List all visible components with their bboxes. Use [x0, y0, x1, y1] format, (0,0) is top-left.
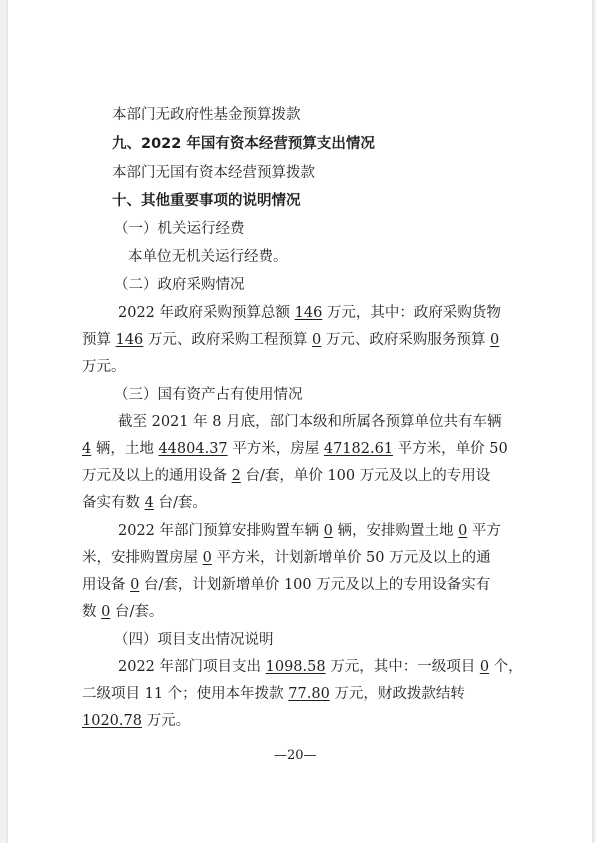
text-segment: 十、其他重要事项的说明情况 [112, 193, 301, 209]
text-segment: 辆，土地 [91, 441, 159, 457]
subsection-heading [114, 275, 245, 295]
underlined-value: 47182.61 [323, 441, 394, 457]
text-segment: 万元。 [141, 713, 191, 729]
underlined-value: 0 [479, 659, 490, 675]
text-segment: 二级项目 11 个；使用本年拨款 [82, 686, 289, 702]
underlined-value: 4 [82, 441, 92, 457]
paragraph-line [82, 711, 190, 731]
text-segment: 九、2022 年国有资本经营预算支出情况 [112, 136, 375, 152]
text-segment: 用设备 [82, 577, 131, 593]
underlined-value: 0 [458, 523, 468, 539]
text-segment: 万元，其中：政府采购货物 [322, 305, 501, 321]
text-segment: 截至 2021 年 8 月底，部门本级和所属各预算单位共有车辆 [118, 414, 502, 430]
underlined-value: 77.80 [288, 686, 330, 702]
text-segment: （四）项目支出情况说明 [114, 632, 274, 648]
paragraph-line [82, 357, 126, 377]
underlined-value: 0 [323, 523, 333, 539]
text-segment: 平方米，房屋 [227, 441, 324, 457]
text-segment: 数 [82, 604, 102, 620]
text-segment: 个， [489, 659, 523, 675]
text-segment: 万元及以上的通用设备 [82, 468, 232, 484]
paragraph-line [82, 330, 499, 350]
text-segment: 预算 [82, 332, 116, 348]
text-segment: 万元、政府采购工程预算 [143, 332, 313, 348]
text-segment: 备实有数 [82, 495, 145, 511]
text-segment: 万元、政府采购服务预算 [321, 332, 490, 348]
paragraph-line [82, 493, 207, 513]
underlined-value: 1098.58 [265, 659, 326, 675]
text-segment: 台/套，计划新增单价 100 万元及以上的专用设备实有 [139, 577, 491, 593]
text-segment: （三）国有资产占有使用情况 [114, 387, 303, 403]
paragraph-line [82, 575, 490, 595]
text-segment: 辆，安排购置土地 [332, 523, 459, 539]
paragraph-line [118, 521, 501, 541]
text-segment: 平方米，计划新增单价 50 万元及以上的通 [211, 550, 491, 566]
subsection-heading [114, 219, 245, 239]
underlined-value: 0 [489, 332, 500, 348]
text-segment: 万元。 [82, 359, 126, 375]
section-heading [112, 191, 301, 211]
text-segment: 本部门无国有资本经营预算拨款 [112, 165, 315, 181]
paragraph-line [118, 657, 523, 677]
paragraph-line [82, 602, 163, 622]
text-segment: 2022 年部门项目支出 [118, 659, 266, 675]
paragraph-line [82, 684, 465, 704]
paragraph-line [112, 163, 315, 183]
underlined-value: 0 [101, 604, 111, 620]
text-segment: （一）机关运行经费 [114, 221, 245, 237]
paragraph-line [128, 247, 288, 267]
underlined-value: 1020.78 [82, 713, 142, 729]
text-segment: 万元，其中：一级项目 [325, 659, 480, 675]
text-segment: 平方米，单价 50 [393, 441, 508, 457]
underlined-value: 146 [294, 305, 323, 321]
paragraph-line [82, 548, 491, 568]
text-segment: 本部门无政府性基金预算拨款 [112, 107, 301, 123]
page-number: —20— [274, 748, 317, 763]
text-segment: 台/套。 [153, 495, 207, 511]
section-heading [112, 134, 375, 154]
underlined-value: 4 [144, 495, 154, 511]
paragraph-line [82, 466, 490, 486]
underlined-value: 44804.37 [158, 441, 228, 457]
underlined-value: 0 [130, 577, 140, 593]
paragraph-line [118, 412, 502, 432]
text-segment: 台/套。 [110, 604, 164, 620]
paragraph-line [82, 439, 508, 459]
text-segment: 台/套，单价 100 万元及以上的专用设 [240, 468, 491, 484]
underlined-value: 146 [115, 332, 144, 348]
text-segment: 平方 [467, 523, 501, 539]
underlined-value: 2 [231, 468, 241, 484]
text-segment: 2022 年政府采购预算总额 [118, 305, 295, 321]
text-segment: 2022 年部门预算安排购置车辆 [118, 523, 324, 539]
underlined-value: 0 [202, 550, 212, 566]
subsection-heading [114, 630, 274, 650]
underlined-value: 0 [312, 332, 322, 348]
text-segment: 米，安排购置房屋 [82, 550, 203, 566]
text-segment: 万元，财政拨款结转 [329, 686, 465, 702]
paragraph-line [118, 303, 501, 323]
document-page [8, 0, 592, 843]
text-segment: 本单位无机关运行经费。 [128, 249, 288, 265]
text-segment: （二）政府采购情况 [114, 277, 245, 293]
subsection-heading [114, 385, 303, 405]
paragraph-line [112, 105, 301, 125]
